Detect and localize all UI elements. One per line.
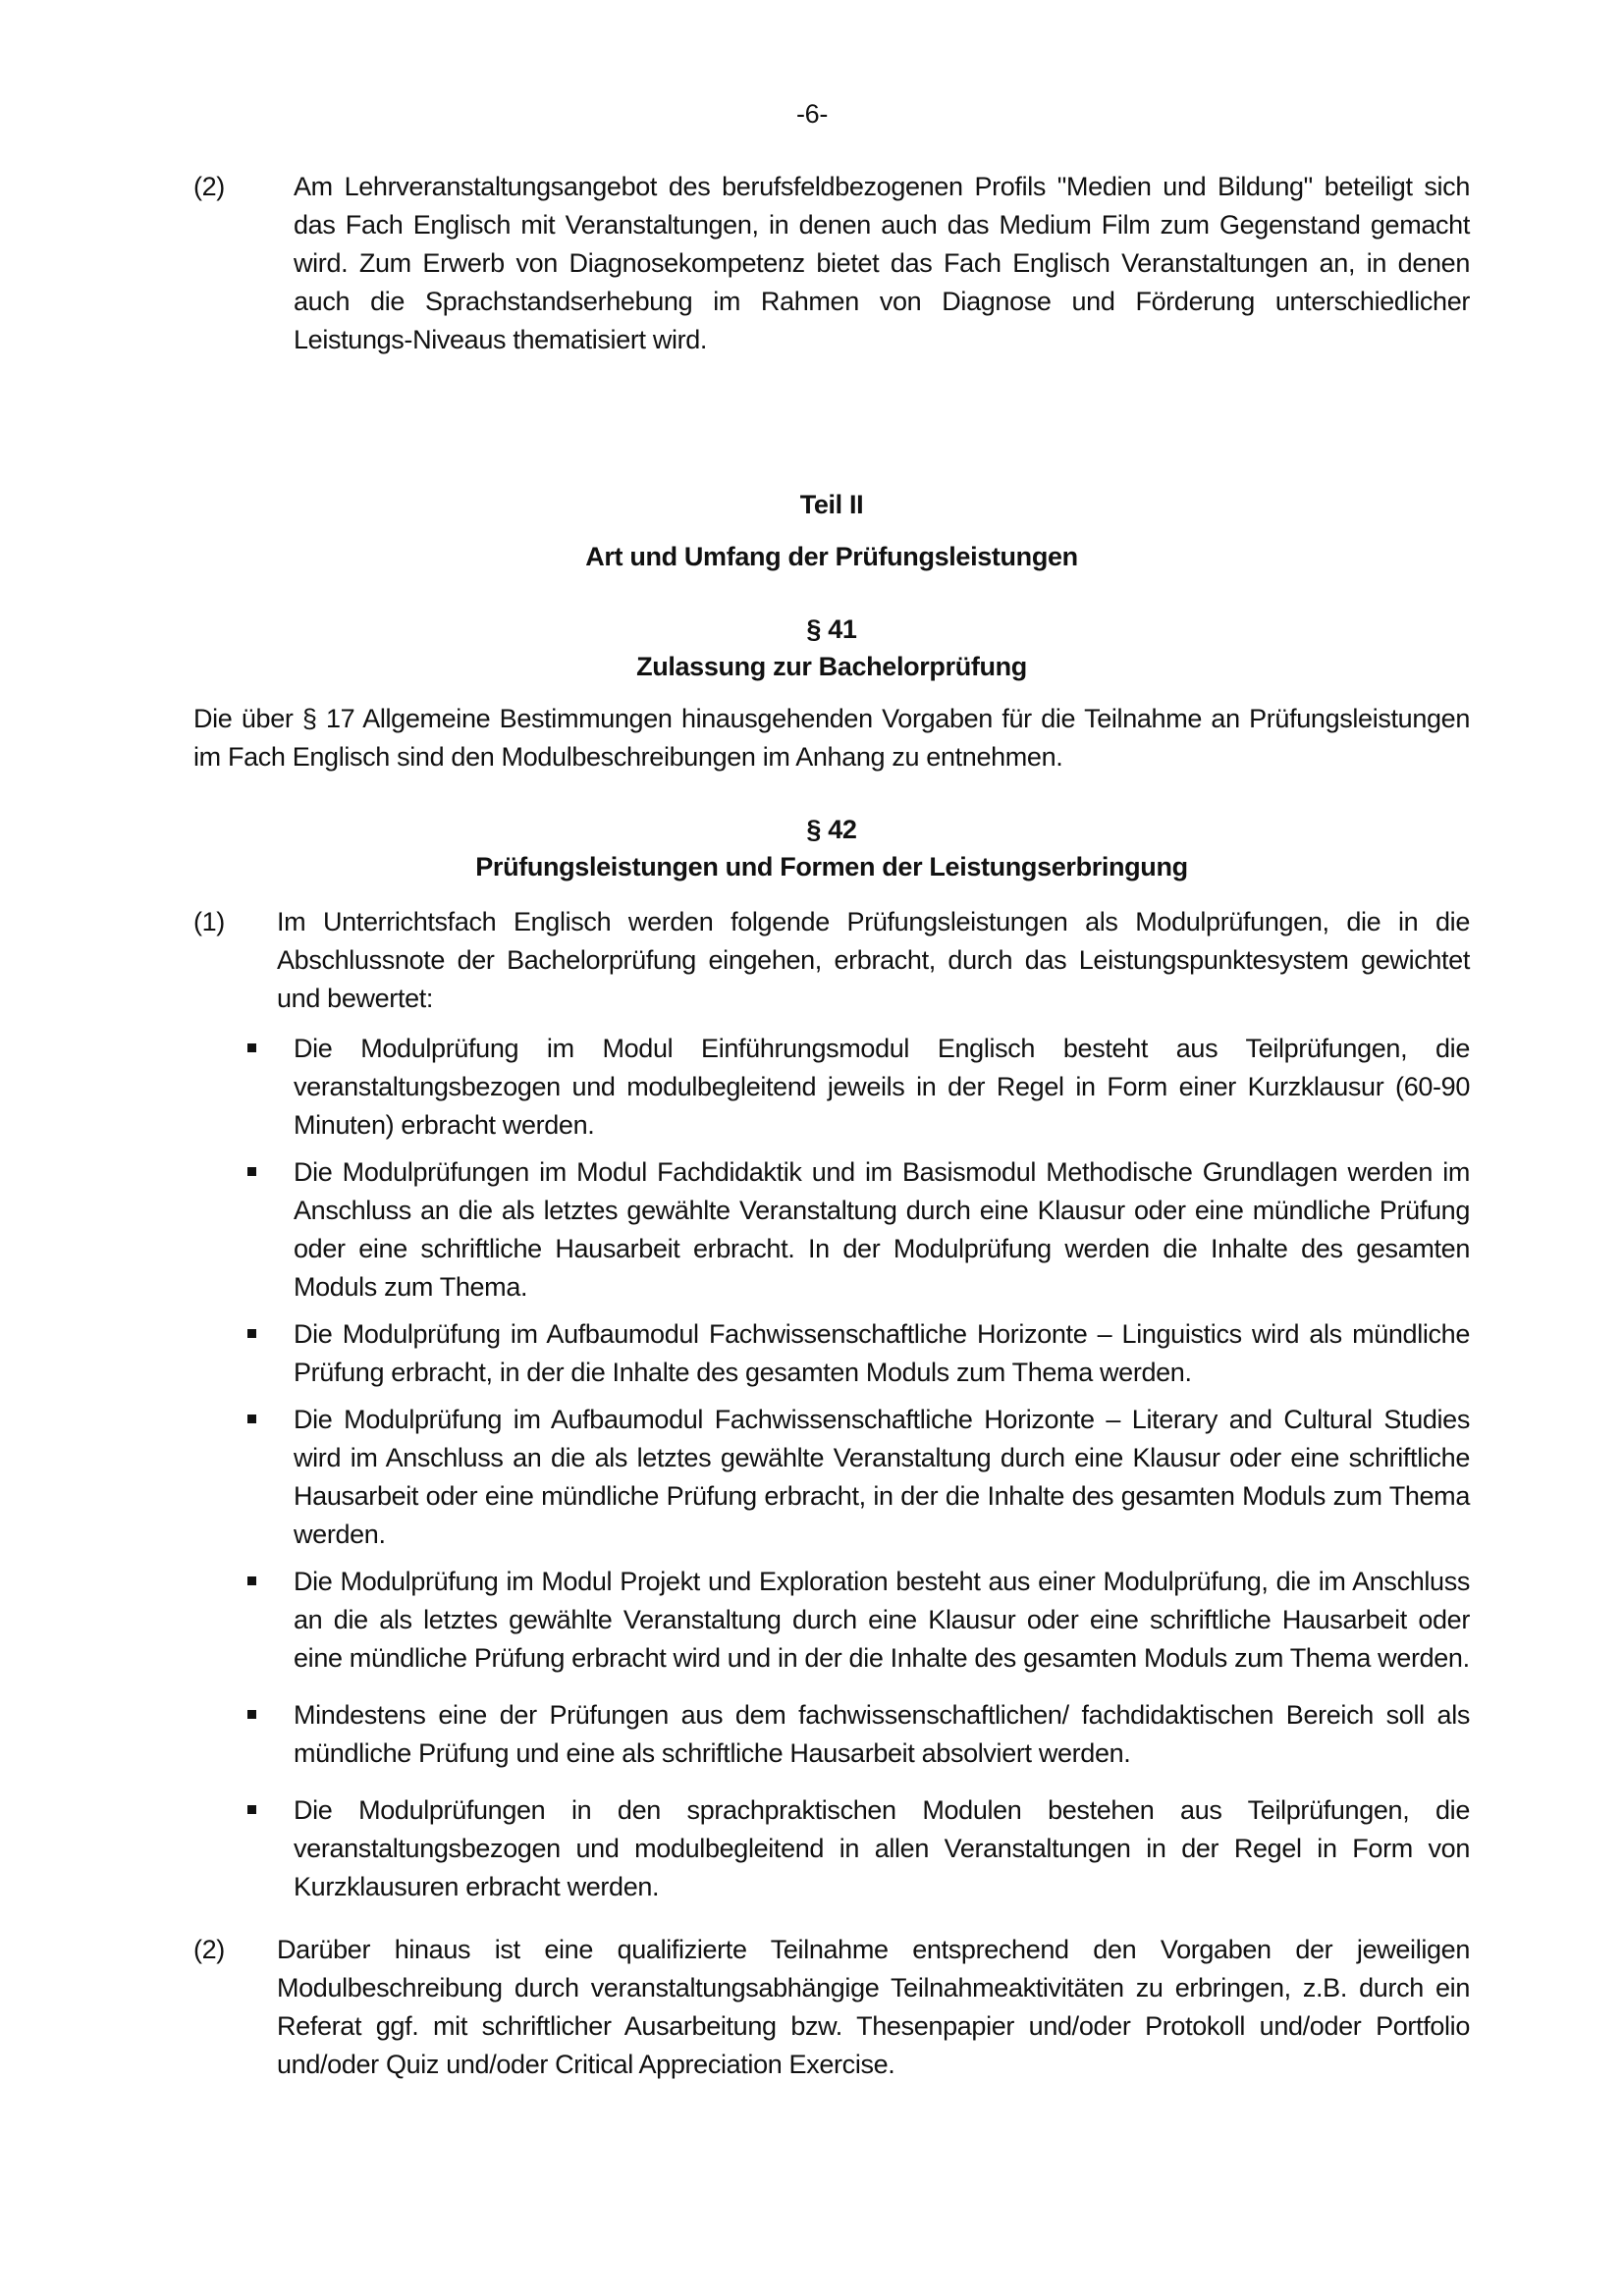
list-item: Die Modulprüfung im Modul Einführungsmodul Englisch besteht aus Teilprüfungen, die veranstaltungsbezogen und modulbegleitend jeweils in der Regel in Form einer Kurzklausur (60-90 Minuten) erbracht werden. <box>193 1030 1470 1145</box>
paragraph-text: Am Lehrveranstaltungsangebot des berufsfeldbezogenen Profils "Medien und Bildung" beteiligt sich das Fach Englisch mit Veranstaltungen, in denen auch das Medium Film zum Gegenstand gemacht wird. Zum Erwerb von Diagnosekompetenz bietet das Fach Englisch Veranstaltungen an, in denen auch die Sprachstandserhebung im Rahmen von Diagnose und Förderung unterschiedlicher Leistungs-Niveaus thematisiert wird. <box>294 172 1470 354</box>
intro-paragraph <box>193 168 1470 359</box>
list-item: Die Modulprüfung im Aufbaumodul Fachwissenschaftliche Horizonte – Linguistics wird als mündliche Prüfung erbracht, in der die Inhalte des gesamten Moduls zum Thema werden. <box>193 1315 1470 1392</box>
list-item: Die Modulprüfungen im Modul Fachdidaktik und im Basismodul Methodische Grundlagen werden im Anschluss an die als letztes gewählte Veranstaltung durch eine Klausur oder eine mündliche Prüfung oder eine schriftliche Hausarbeit erbracht. In der Modulprüfung werden die Inhalte des gesamten Moduls zum Thema. <box>193 1153 1470 1307</box>
part-title: Teil II <box>799 490 864 519</box>
section-42-title: Prüfungsleistungen und Formen der Leistungserbringung <box>475 852 1188 881</box>
section-41-title: Zulassung zur Bachelorprüfung <box>636 652 1027 681</box>
section-41-text: Die über § 17 Allgemeine Bestimmungen hinausgehenden Vorgaben für die Teilnahme an Prüfungsleistungen im Fach Englisch sind den Modulbeschreibungen im Anhang zu entnehmen. <box>193 704 1470 772</box>
paragraph-text: Darüber hinaus ist eine qualifizierte Teilnahme entsprechend den Vorgaben der jeweiligen Modulbeschreibung durch veranstaltungsabhängige Teilnahmeaktivitäten zu erbringen, z.B. durch ein Referat ggf. mit schriftlicher Ausarbeitung bzw. Thesenpapier und/oder Protokoll und/oder Portfolio und/oder Quiz und/oder Critical Appreciation Exercise. <box>277 1935 1470 2079</box>
section-42-number: § 42 <box>806 815 857 844</box>
bullet-square-icon <box>247 1415 256 1423</box>
section-42-item-2 <box>193 1931 1470 2084</box>
section-41-number: § 41 <box>806 614 857 644</box>
list-item: Mindestens eine der Prüfungen aus dem fachwissenschaftlichen/ fachdidaktischen Bereich soll als mündliche Prüfung und eine als schriftliche Hausarbeit absolviert werden. <box>193 1696 1470 1773</box>
bullet-square-icon <box>247 1710 256 1719</box>
paragraph-number: (2) <box>193 1935 225 1964</box>
bullet-square-icon <box>247 1329 256 1338</box>
exam-bullet-list <box>193 1030 1470 1906</box>
list-item: Die Modulprüfungen in den sprachpraktischen Modulen bestehen aus Teilprüfungen, die veranstaltungsbezogen und modulbegleitend in allen Veranstaltungen in der Regel in Form von Kurzklausuren erbracht werden. <box>193 1791 1470 1906</box>
part-subtitle: Art und Umfang der Prüfungsleistungen <box>585 542 1078 571</box>
bullet-square-icon <box>247 1576 256 1585</box>
paragraph-text: Im Unterrichtsfach Englisch werden folgende Prüfungsleistungen als Modulprüfungen, die in die Abschlussnote der Bachelorprüfung eingehen, erbracht, durch das Leistungspunktesystem gewichtet und bewertet: <box>277 907 1470 1013</box>
paragraph-number: (1) <box>193 907 225 936</box>
bullet-square-icon <box>247 1167 256 1176</box>
bullet-square-icon <box>247 1805 256 1814</box>
paragraph-number: (2) <box>193 172 225 201</box>
bullet-square-icon <box>247 1043 256 1052</box>
list-item: Die Modulprüfung im Aufbaumodul Fachwissenschaftliche Horizonte – Literary and Cultural Studies wird im Anschluss an die als letztes gewählte Veranstaltung durch eine Klausur oder eine schriftliche Hausarbeit oder eine mündliche Prüfung erbracht, in der die Inhalte des gesamten Moduls zum Thema werden. <box>193 1401 1470 1554</box>
section-42-item-1 <box>193 903 1470 1018</box>
list-item: Die Modulprüfung im Modul Projekt und Exploration besteht aus einer Modulprüfung, die im Anschluss an die als letztes gewählte Veranstaltung durch eine Klausur oder eine schriftliche Hausarbeit oder eine mündliche Prüfung erbracht wird und in der die Inhalte des gesamten Moduls zum Thema werden. <box>193 1563 1470 1678</box>
page-number: -6- <box>796 99 828 129</box>
